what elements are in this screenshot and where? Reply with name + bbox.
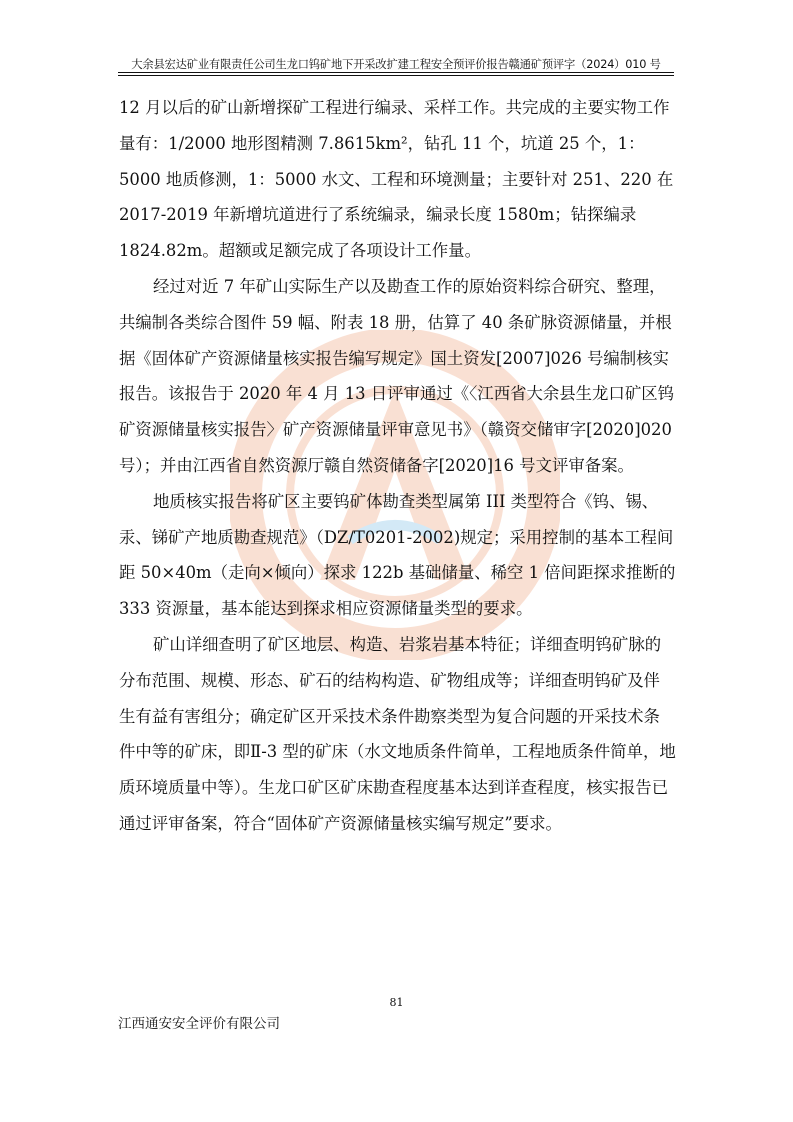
document-body [119,90,676,842]
header-rule-thin [118,72,674,73]
footer-company: 江西通安安全评价有限公司 [118,1016,280,1032]
header-rule-thin-second [118,75,674,76]
paragraph-2: 经过对近 7 年矿山实际生产以及勘查工作的原始资料综合研究、整理，共编制各类综合图件 59 幅、附表 18 册，估算了 40 条矿脉资源储量，并根据《固体矿产资源储量核实报告编写规定》国土资发[2007]026 号编制核实报告。该报告于 2020 年 4 月 13 日评审通过《〈江西省大余县生龙口矿区钨矿资源储量核实报告〉矿产资源储量评审意见书》（赣资交储审字[2020]020 号）；并由江西省自然资源厅赣自然资储备字[2020]16 号文评审备案。 [119,276,674,475]
page-number: 81 [389,996,404,1009]
paragraph-4: 矿山详细查明了矿区地层、构造、岩浆岩基本特征；详细查明钨矿脉的分布范围、规模、形态、矿石的结构构造、矿物组成等；详细查明钨矿及伴生有益有害组分；确定矿区开采技术条件勘察类型为复合问题的开采技术条件中等的矿床，即Ⅱ-3 型的矿床（水文地质条件简单，工程地质条件简单，地质环境质量中等）。生龙口矿区矿床勘查程度基本达到详查程度，核实报告已通过评审备案，符合“固体矿产资源储量核实编写规定”要求。 [119,634,676,833]
paragraph-3: 地质核实报告将矿区主要钨矿体勘查类型属第 III 类型符合《钨、锡、汞、锑矿产地质勘查规范》（DZ/T0201-2002)规定；采用控制的基本工程间距 50×40m（走向×倾向）探求 122b 基础储量、稀空 1 倍间距探求推断的 333 资源量，基本能达到探求相应资源储量类型的要求。 [119,491,676,619]
document-header: 大余县宏达矿业有限责任公司生龙口钨矿地下开采改扩建工程安全预评价报告赣通矿预评字（2024）010 号 [131,58,661,71]
paragraph-1: 12 月以后的矿山新增探矿工程进行编录、采样工作。共完成的主要实物工作量有：1/2000 地形图精测 7.8615km²，钻孔 11 个，坑道 25 个，1：5000 地质修测，1：5000 水文、工程和环境测量；主要针对 251、220 在 2017-2019 年新增坑道进行了系统编录，编录长度 1580m；钻探编录 1824.82m。超额或足额完成了各项设计工作量。 [119,98,674,261]
